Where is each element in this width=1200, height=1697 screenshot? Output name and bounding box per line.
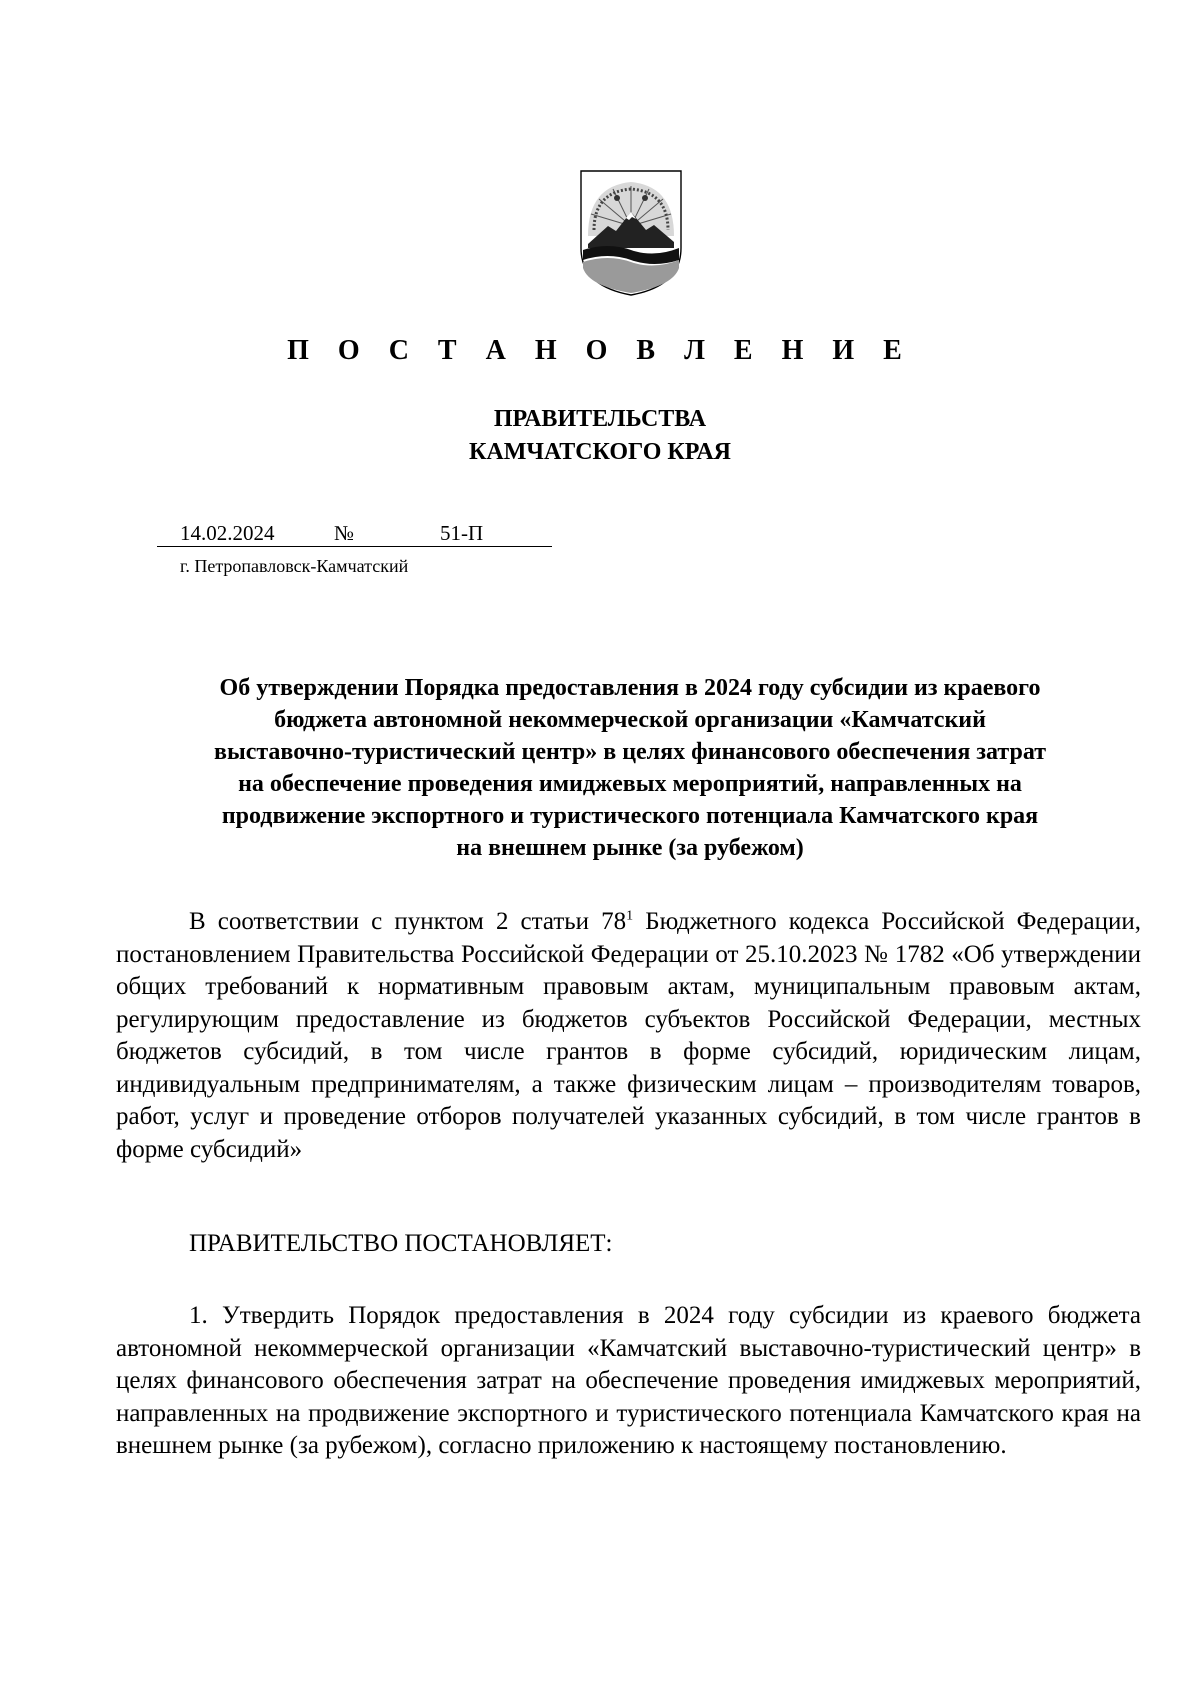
document-date: 14.02.2024 <box>180 521 275 545</box>
article-superscript: 1 <box>626 908 634 924</box>
title-line: Об утверждении Порядка предоставления в 2024 году субсидии из краевого <box>219 675 1041 701</box>
issuer-line: КАМЧАТСКОГО КРАЯ <box>468 439 732 465</box>
title-line: бюджета автономной некоммерческой организации «Камчатский <box>274 707 986 733</box>
registration-row <box>157 521 552 551</box>
resolution-heading <box>116 1228 1141 1261</box>
number-sign: № <box>334 521 355 545</box>
kamchatka-coat-of-arms-icon <box>578 168 684 298</box>
title-line: на внешнем рынке (за рубежом) <box>456 835 804 861</box>
document-type-heading: П О С Т А Н О В Л Е Н И Е <box>287 335 913 366</box>
place-of-issue: г. Петропавловск-Камчатский <box>180 556 409 576</box>
preamble-text-continued: Бюджетного кодекса Российской Федерации, постановлением Правительства Российской Федерации от 25.10.2023 № 1782 «Об утверждении общих требований к нормативным правовым актам, муниципальным правовым актам, регулирующим предоставление из бюджетов субъектов Российской Федерации, местных бюджетов субсидий, в том числе грантов в форме субсидий, юридическим лицам, индивидуальным предпринимателям, а также физическим лицам – производителям товаров, работ, услуг и проведение отборов получателей указанных субсидий, в том числе грантов в форме субсидий» <box>116 908 1141 1163</box>
resolution-text: ПРАВИТЕЛЬСТВО ПОСТАНОВЛЯЕТ: <box>189 1230 613 1257</box>
title-line: на обеспечение проведения имиджевых мероприятий, направленных на <box>238 771 1022 797</box>
item-1-paragraph <box>116 1300 1141 1463</box>
title-line: продвижение экспортного и туристического потенциала Камчатского края <box>221 803 1039 829</box>
preamble-paragraph <box>116 906 1141 1166</box>
registration-underline <box>157 546 552 547</box>
issuer-heading <box>0 403 1200 469</box>
document-title <box>120 672 1140 864</box>
item-1-text: 1. Утвердить Порядок предоставления в 2024 году субсидии из краевого бюджета автономной некоммерческой организации «Камчатский выставочно-туристический центр» в целях финансового обеспечения затрат на обеспечение проведения имиджевых мероприятий, направленных на продвижение экспортного и туристического потенциала Камчатского края на внешнем рынке (за рубежом), согласно приложению к настоящему постановлению. <box>116 1302 1141 1459</box>
document-number: 51-П <box>440 521 484 545</box>
issuer-line: ПРАВИТЕЛЬСТВА <box>493 406 707 432</box>
preamble-text: В соответствии с пунктом 2 статьи 78 <box>189 908 627 935</box>
title-line: выставочно-туристический центр» в целях финансового обеспечения затрат <box>214 739 1046 765</box>
